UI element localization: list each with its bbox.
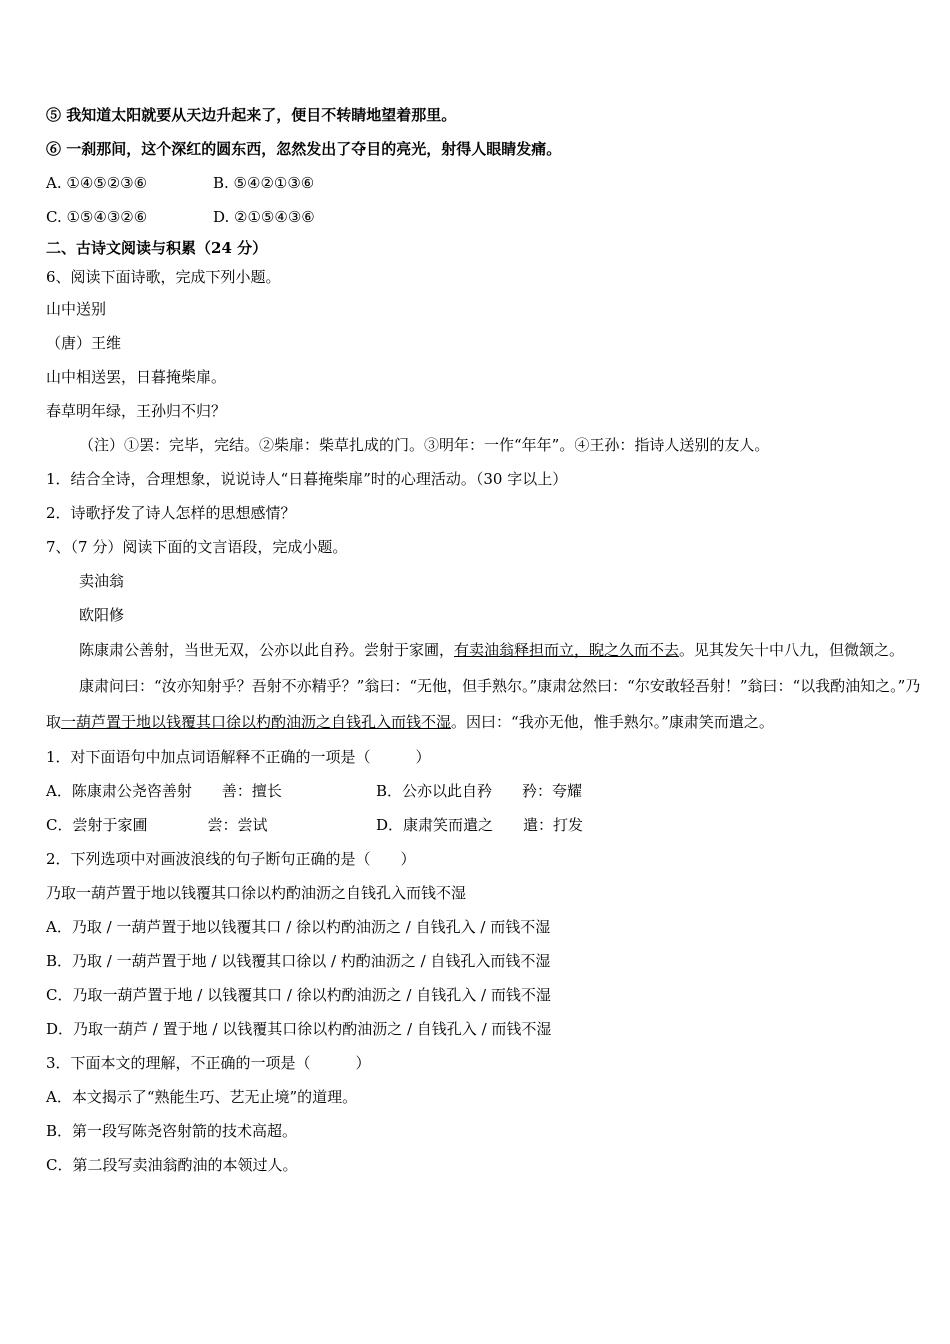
q7-s3-option-a: A．本文揭示了“熟能生巧、艺无止境”的道理。 [46,1088,358,1106]
poem-author: （唐）王维 [46,334,122,352]
q5-options-row-1 [46,166,906,200]
p1-underlined-sentence: 有卖油翁释担而立，睨之久而不去 [454,641,680,659]
q7-s1-options-row-2 [46,808,906,842]
section-heading: 二、古诗文阅读与积累（24 分） [46,239,268,257]
q7-s1-option-a: A．陈康肃公尧咨善射 善：擅长 [46,782,282,800]
q7-s2-option-a: A．乃取 / 一葫芦置于地以钱覆其口 / 徐以杓酌油沥之 / 自钱孔入 / 而钱不湿 [46,918,551,936]
q7-prompt: 7、（7 分）阅读下面的文言语段，完成小题。 [46,538,348,556]
q7-s2-option-b: B．乃取 / 一葫芦置于地 / 以钱覆其口徐以 / 杓酌油沥之 / 自钱孔入而钱不湿 [46,952,551,970]
q5-option-a: A. ①④⑤②③⑥ [46,174,148,192]
q6-sub-2: 2．诗歌抒发了诗人怎样的思想感情？ [46,504,296,522]
q5-item-5: ⑤ 我知道太阳就要从天边升起来了，便目不转睛地望着那里。 [46,106,457,124]
q7-s3-option-b: B．第一段写陈尧咨射箭的技术高超。 [46,1122,298,1140]
q7-s3-question: 3．下面本文的理解，不正确的一项是（ ） [46,1054,371,1072]
poem-note: （注）①罢：完毕，完结。②柴扉：柴草扎成的门。③明年：一作“年年”。④王孙：指诗人送别的友人。 [79,436,770,454]
q7-s1-option-d: D．康肃笑而遣之 遣：打发 [376,816,584,834]
q7-s1-question: 1．对下面语句中加点词语解释不正确的一项是（ ） [46,748,431,766]
q7-s2-sentence: 乃取一葫芦置于地以钱覆其口徐以杓酌油沥之自钱孔入而钱不湿 [46,884,467,902]
q6-prompt: 6、阅读下面诗歌，完成下列小题。 [46,268,281,286]
q7-s1-option-c: C．尝射于家圃 尝：尝试 [46,816,268,834]
q7-s2-question: 2．下列选项中对画波浪线的句子断句正确的是（ ） [46,850,416,868]
q5-option-c: C. ①⑤④③②⑥ [46,208,148,226]
q7-s3-option-c: C．第二段写卖油翁酌油的本领过人。 [46,1156,298,1174]
q7-s1-options-row-1 [46,774,906,808]
p1-pre: 陈康肃公善射，当世无双，公亦以此自矜。尝射于家圃， [79,641,455,659]
text-author: 欧阳修 [79,606,125,624]
poem-line-2: 春草明年绿，王孙归不归？ [46,402,227,420]
p2-pre: 康肃问曰：“汝亦知射乎？吾射不亦精乎？”翁曰：“无他，但手熟尔。”康肃忿然曰：“尔安敢轻吾射！”翁曰：“以我酌油知之。”乃取 [46,677,921,731]
q7-s1-option-b: B．公亦以此自矜 矜：夸耀 [376,782,583,800]
q6-sub-1: 1．结合全诗，合理想象，说说诗人“日暮掩柴扉”时的心理活动。（30 字以上） [46,470,568,488]
poem-title: 山中送别 [46,300,107,318]
p2-post: 。因曰：“我亦无他，惟手熟尔。”康肃笑而遣之。 [451,713,774,731]
q5-option-b: B. ⑤④②①③⑥ [213,174,315,192]
text-paragraph-2 [46,668,934,740]
p1-post: 。见其发矢十中八九，但微颔之。 [679,641,905,659]
q7-s2-option-c: C．乃取一葫芦置于地 / 以钱覆其口 / 徐以杓酌油沥之 / 自钱孔入 / 而钱不湿 [46,986,551,1004]
q7-s2-option-d: D．乃取一葫芦 / 置于地 / 以钱覆其口徐以杓酌油沥之 / 自钱孔入 / 而钱不湿 [46,1020,552,1038]
q5-item-6: ⑥ 一刹那间，这个深红的圆东西，忽然发出了夺目的亮光，射得人眼睛发痛。 [46,140,562,158]
exam-page [46,98,921,1182]
poem-line-1: 山中相送罢，日暮掩柴扉。 [46,368,227,386]
p2-wavy-sentence: 一葫芦置于地以钱覆其口徐以杓酌油沥之自钱孔入而钱不湿 [61,713,452,731]
q5-options-row-2 [46,200,906,234]
text-paragraph-1 [46,632,934,668]
text-title: 卖油翁 [79,572,125,590]
q5-option-d: D. ②①⑤④③⑥ [213,208,315,226]
